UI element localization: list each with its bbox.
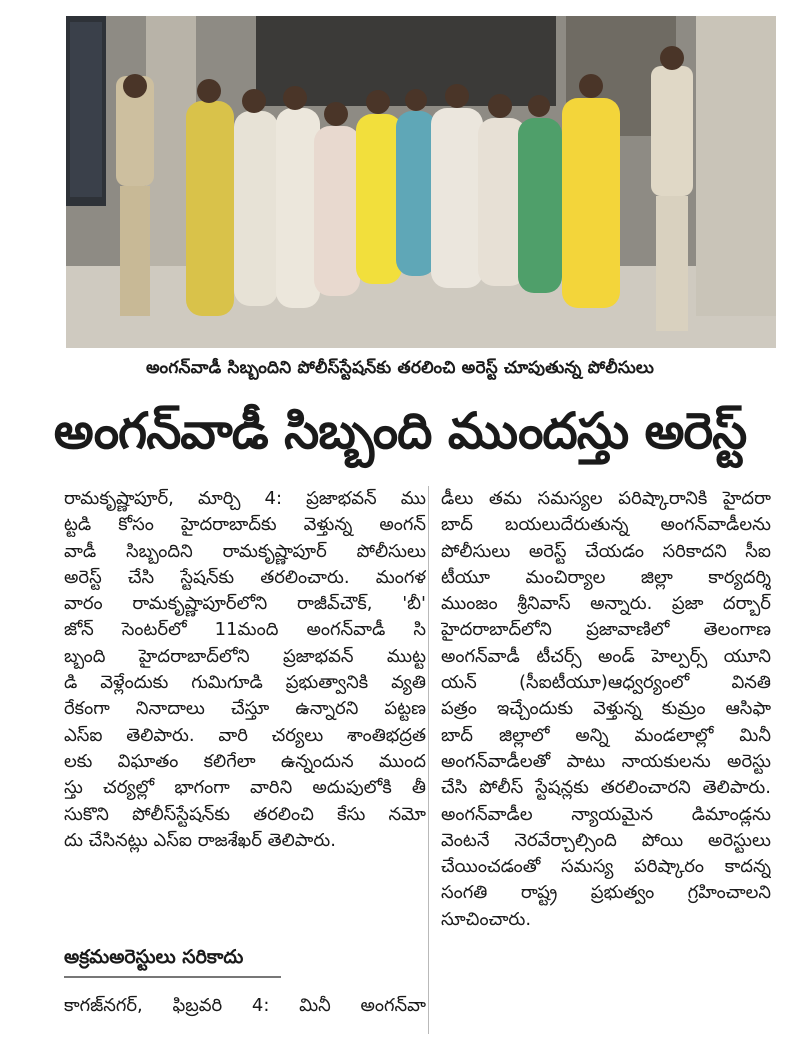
- body-line: వెంటనే నెరవేర్చాల్సింది పోయి అరెస్టులు: [441, 829, 771, 851]
- body-line: డీలు తమ సమస్యల పరిష్కారానికి హైదరా: [441, 488, 771, 509]
- body-line: స్తు చర్యల్లో భాగంగా వారిని అదుపులోకి తీ: [64, 777, 426, 799]
- body-line: దు చేసినట్లు ఎస్‌ఐ రాజశేఖర్‌ తెలిపారు.: [64, 829, 336, 851]
- body-line: యన్‌ (సీఐటీయూ)ఆధ్వర్యంలో వినతి: [441, 672, 771, 694]
- body-line: జోన్‌ సెంటర్‌లో 11మంది అంగన్‌వాడీ సి: [64, 619, 426, 641]
- body-line: బాద్‌ జిల్లాలో అన్ని మండలాల్లో మినీ: [441, 724, 771, 746]
- news-photo: [66, 16, 776, 348]
- body-line: కాగజ్‌నగర్‌, ఫిబ్రవరి 4: మినీ అంగన్‌వా: [64, 995, 426, 1016]
- body-line: హైదరాబాద్‌లోని ప్రజావాణిలో తెలంగాణ: [441, 619, 771, 641]
- body-line: సంగతి రాష్ట్ర ప్రభుత్వం గ్రహించాలని: [441, 882, 771, 904]
- body-line: అంగన్‌వాడీల న్యాయమైన డిమాండ్లను: [441, 803, 771, 825]
- body-line: చేసి పోలీస్‌ స్టేషన్లకు తరలించారని తెలిపారు.: [441, 777, 771, 799]
- body-line: అంగన్‌వాడీలతో పాటు నాయకులను అరెస్టు: [441, 750, 771, 772]
- body-line: ముంజం శ్రీనివాస్‌ అన్నారు. ప్రజా దర్బార్‌: [441, 593, 771, 615]
- body-line: సుకొని పోలీస్‌స్టేషన్‌కు తరలించి కేసు నమో: [64, 803, 426, 825]
- article-right-column: [428, 486, 785, 1034]
- group-photo-icon: [66, 16, 776, 348]
- body-line: చేయించడంతో సమస్య పరిష్కారం కాదన్న: [441, 856, 771, 878]
- body-line: వారం రామకృష్ణాపూర్‌లోని రాజీవ్‌చౌక్‌, 'బీ': [64, 593, 426, 615]
- photo-caption: అంగన్‌వాడీ సిబ్బందిని పోలీస్‌స్టేషన్‌కు తరలించి అరెస్ట్‌ చూపుతున్న పోలీసులు: [145, 358, 655, 378]
- body-line: రామకృష్ణాపూర్‌, మార్చి 4: ప్రజాభవన్‌ ము: [64, 488, 426, 509]
- body-line: బ్బంది హైదరాబాద్‌లోని ప్రజాభవన్‌ ముట్ట: [64, 645, 426, 667]
- body-line: అరెస్ట్‌ చేసి స్టేషన్‌కు తరలించారు. మంగళ: [64, 566, 426, 588]
- body-line: ట్టడి కోసం హైదరాబాద్‌కు వెళ్తున్న అంగన్‌: [64, 514, 426, 536]
- headline: అంగన్‌వాడీ సిబ్బంది ముందస్తు అరెస్ట్‌: [53, 402, 747, 460]
- body-line: పత్రం ఇచ్చేందుకు వెళ్తున్న కుమ్రం ఆసిఫా: [441, 698, 771, 720]
- body-line: సూచించారు.: [441, 908, 532, 930]
- body-line: ఎస్‌ఐ తెలిపారు. వారి చర్యలు శాంతిభద్రత: [64, 724, 426, 746]
- article-left-column: [64, 486, 426, 854]
- body-line: డి వెళ్లేందుకు గుమిగూడి ప్రభుత్వానికి వ్యతి: [64, 672, 426, 694]
- subheading: అక్రమఅరెస్టులు సరికాదు: [64, 940, 281, 978]
- body-line: పోలీసులు అరెస్ట్‌ చేయడం సరికాదని సీఐ: [441, 540, 771, 562]
- body-line: లకు విఘాతం కలిగేలా ఉన్నందున ముంద: [64, 750, 426, 772]
- body-line: బాద్‌ బయలుదేరుతున్న అంగన్‌వాడీలను: [441, 514, 771, 536]
- body-line: టీయూ మంచిర్యాల జిల్లా కార్యదర్శి: [441, 566, 771, 588]
- body-line: రేకంగా నినాదాలు చేస్తూ ఉన్నారని పట్టణ: [64, 698, 426, 720]
- body-line: అంగన్‌వాడీ టీచర్స్‌ అండ్‌ హెల్పర్స్‌ యూని: [441, 645, 771, 667]
- body-line: వాడీ సిబ్బందిని రామకృష్ణాపూర్‌ పోలీసులు: [64, 540, 426, 562]
